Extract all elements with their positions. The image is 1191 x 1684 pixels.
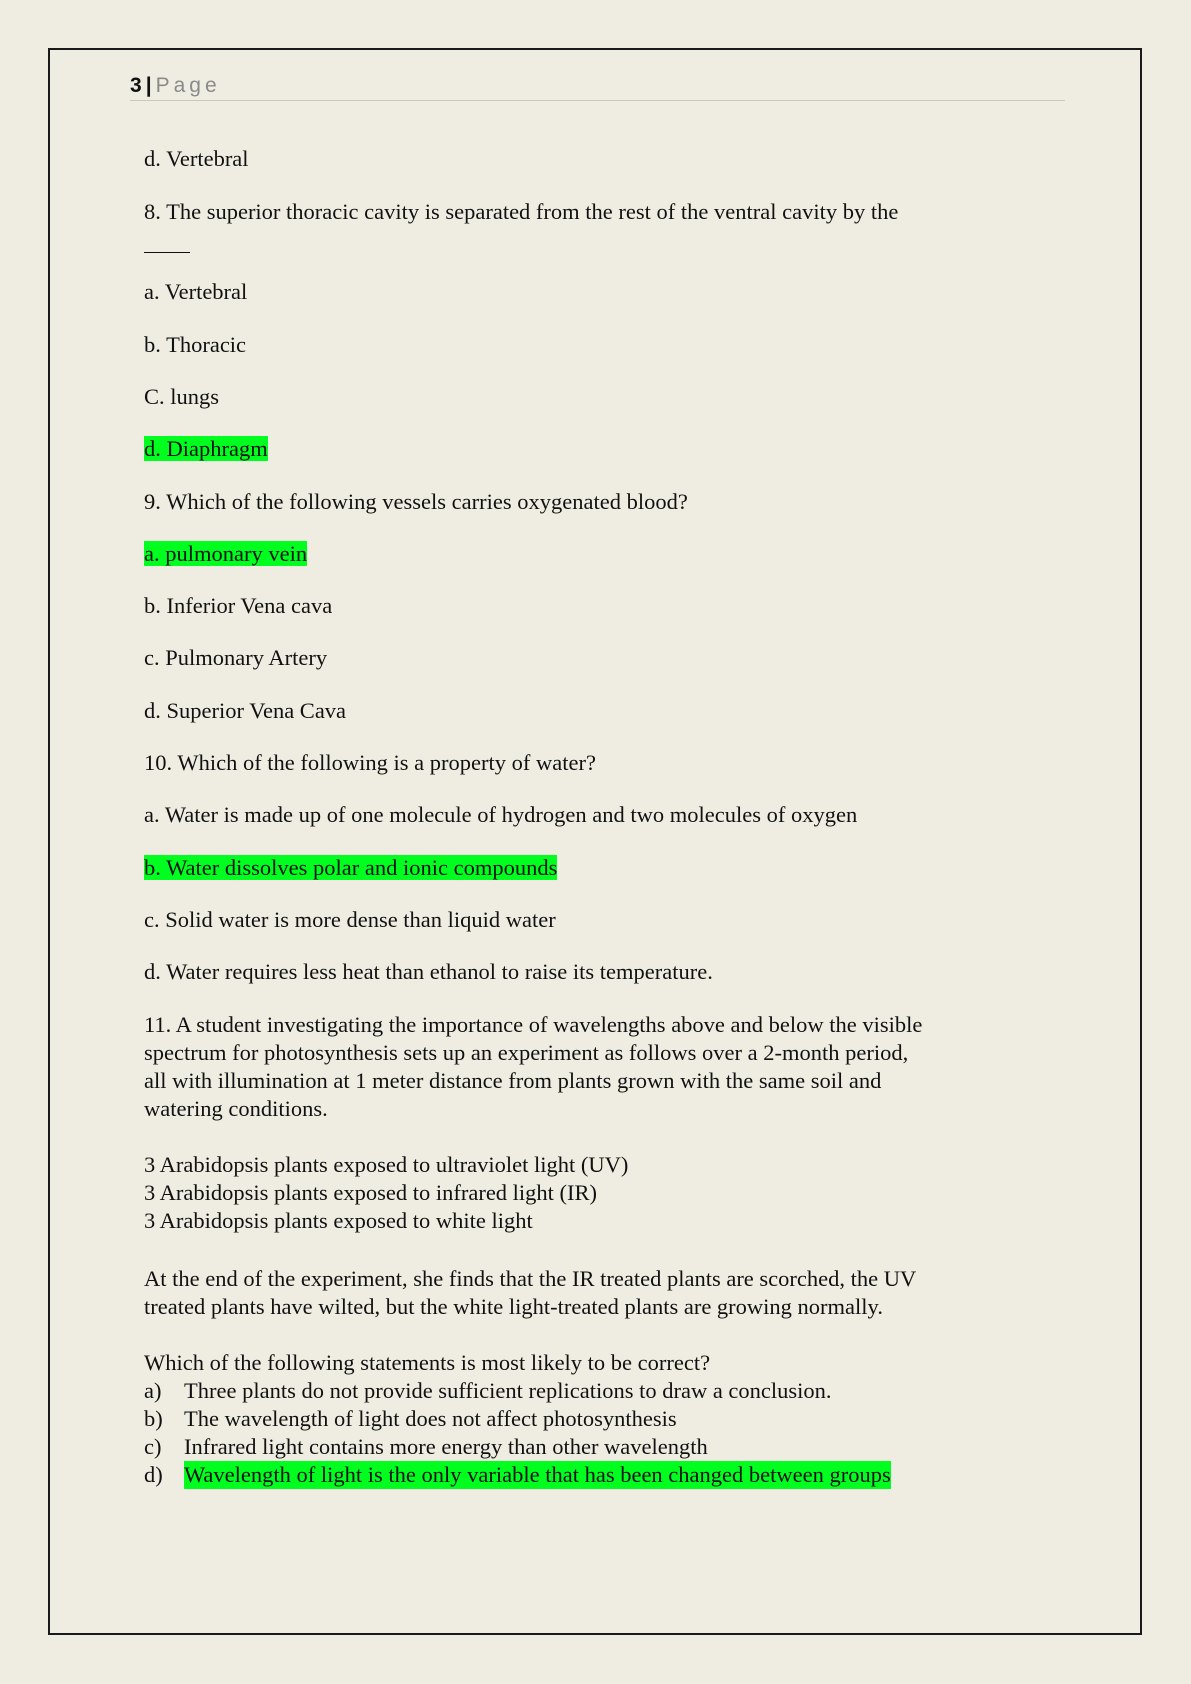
q10-option-c: c. Solid water is more dense than liquid water [144, 907, 556, 932]
q8-answer-blank [144, 252, 190, 253]
q11-intro [144, 1011, 1044, 1123]
q11-groups [144, 1151, 1044, 1235]
q11-answer-highlight: Wavelength of light is the only variable that has been changed between groups [184, 1462, 891, 1487]
q10-answer-highlight: b. Water dissolves polar and ionic compounds [144, 855, 558, 880]
q11-result [144, 1265, 1044, 1321]
q9-option-c: c. Pulmonary Artery [144, 645, 328, 670]
q11-option-label: a) [144, 1378, 162, 1403]
q7-option-d: d. Vertebral [144, 146, 249, 171]
q11-group-ir: 3 Arabidopsis plants exposed to infrared light (IR) [144, 1180, 598, 1205]
q11-result-line: treated plants have wilted, but the white light-treated plants are growing normally. [144, 1294, 883, 1319]
q11-option-label: c) [144, 1434, 162, 1459]
page-word: Page [155, 74, 221, 97]
q11-option-b [144, 1405, 1044, 1433]
q11-group-uv: 3 Arabidopsis plants exposed to ultraviolet light (UV) [144, 1152, 629, 1177]
q8-question: 8. The superior thoracic cavity is separated from the rest of the ventral cavity by the [144, 199, 899, 224]
q10-option-d: d. Water requires less heat than ethanol to raise its temperature. [144, 959, 713, 984]
q11-intro-line: watering conditions. [144, 1096, 328, 1121]
q8-option-b: b. Thoracic [144, 332, 247, 357]
q11-option-text: Three plants do not provide sufficient replications to draw a conclusion. [184, 1378, 832, 1403]
q11-option-text: Infrared light contains more energy than other wavelength [184, 1434, 708, 1459]
q9-question: 9. Which of the following vessels carries oxygenated blood? [144, 489, 688, 514]
page-header [130, 72, 1065, 101]
header-separator: | [145, 74, 152, 97]
q8-option-c: C. lungs [144, 384, 220, 409]
q8-option-a: a. Vertebral [144, 279, 248, 304]
q8-option-d [144, 435, 268, 463]
q10-option-a: a. Water is made up of one molecule of hydrogen and two molecules of oxygen [144, 802, 858, 827]
q11-option-label: d) [144, 1462, 163, 1487]
q9-option-b: b. Inferior Vena cava [144, 593, 333, 618]
q11-option-d [144, 1461, 1044, 1489]
q11-intro-line: spectrum for photosynthesis sets up an experiment as follows over a 2-month period, [144, 1040, 909, 1065]
q10-question: 10. Which of the following is a property of water? [144, 750, 596, 775]
q9-option-d: d. Superior Vena Cava [144, 698, 347, 723]
q11-option-text: The wavelength of light does not affect photosynthesis [184, 1406, 677, 1431]
q10-option-b [144, 854, 557, 882]
q11-option-c [144, 1433, 1044, 1461]
q11-group-white: 3 Arabidopsis plants exposed to white light [144, 1208, 533, 1233]
page-number: 3 [130, 74, 142, 97]
q11-question: Which of the following statements is most likely to be correct? [144, 1350, 711, 1375]
q9-option-a [144, 540, 307, 568]
q9-answer-highlight: a. pulmonary vein [144, 541, 308, 566]
q11-option-a [144, 1377, 1044, 1405]
q11-option-label: b) [144, 1406, 163, 1431]
q11-question-block [144, 1349, 1044, 1489]
q11-result-line: At the end of the experiment, she finds that the IR treated plants are scorched, the UV [144, 1266, 917, 1291]
q8-answer-highlight: d. Diaphragm [144, 436, 268, 461]
q11-intro-line: 11. A student investigating the importance of wavelengths above and below the visible [144, 1012, 923, 1037]
q11-intro-line: all with illumination at 1 meter distance from plants grown with the same soil and [144, 1068, 882, 1093]
